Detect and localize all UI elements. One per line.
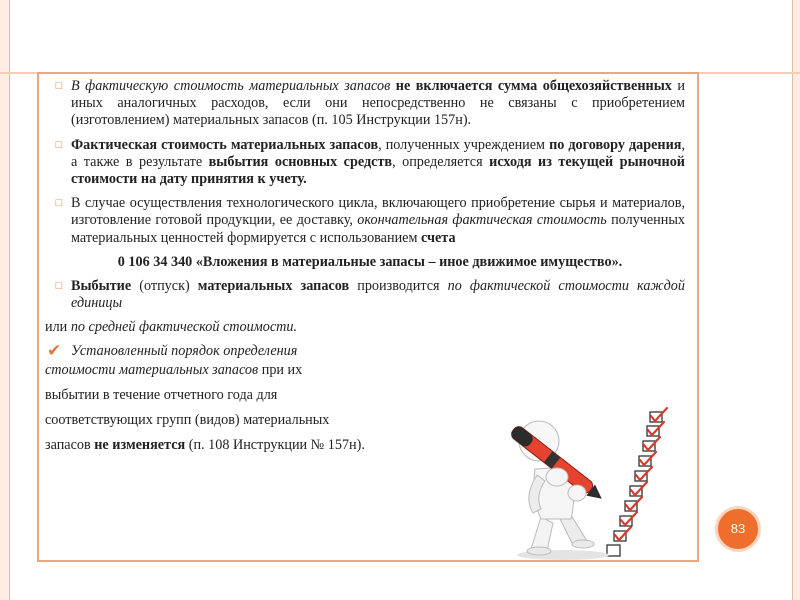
bullet-icon: □ xyxy=(55,138,63,151)
list-item: □ Выбытие (отпуск) материальных запасов производится по фактической стоимости каждой единицы xyxy=(45,278,685,312)
checkbox-icon xyxy=(607,545,620,556)
list-item: □ Фактическая стоимость материальных запасов, полученных учреждением по договору дарения, а также в результате выбытия основных средств, определяется исходя из текущей рыночной стоимости на дату принятия к учету. xyxy=(45,137,685,189)
checklist-illustration xyxy=(487,405,692,562)
text-line: или по средней фактической стоимости. xyxy=(45,319,298,336)
person-figure xyxy=(509,421,609,560)
checkmark-icon: ✔ xyxy=(47,340,62,360)
list-item: □ В случае осуществления технологического цикла, включающего приобретение сырья и материалов, изготовление готовой продукции, ее доставку, окончательная фактическая стоимость полученных материальных ценностей формируется с использованием счета xyxy=(45,195,685,247)
text-line: запасов не изменяется (п. 108 Инструкции № 157н). xyxy=(45,437,365,454)
page-number-badge: 83 xyxy=(715,506,761,552)
bullet-icon: □ xyxy=(55,197,63,210)
text-line: соответствующих групп (видов) материальных xyxy=(45,412,330,429)
list-item: ✔ Установленный порядок определения xyxy=(47,340,298,360)
account-line: 0 106 34 340 «Вложения в материальные запасы – иное движимое имущество». xyxy=(117,253,623,270)
bullet-icon: □ xyxy=(55,280,63,293)
text-line: выбытии в течение отчетного года для xyxy=(45,387,278,404)
text-line: стоимости материальных запасов при их xyxy=(45,361,303,378)
bullet-icon: □ xyxy=(55,80,63,92)
list-item: □ В фактическую стоимость материальных запасов не включается сумма общехозяйственных и иных аналогичных расходов, если они непосредственно не связаны с приобретением (изготовлением) материальных запасов (п. 105 Инструкции 157н). xyxy=(45,78,685,130)
